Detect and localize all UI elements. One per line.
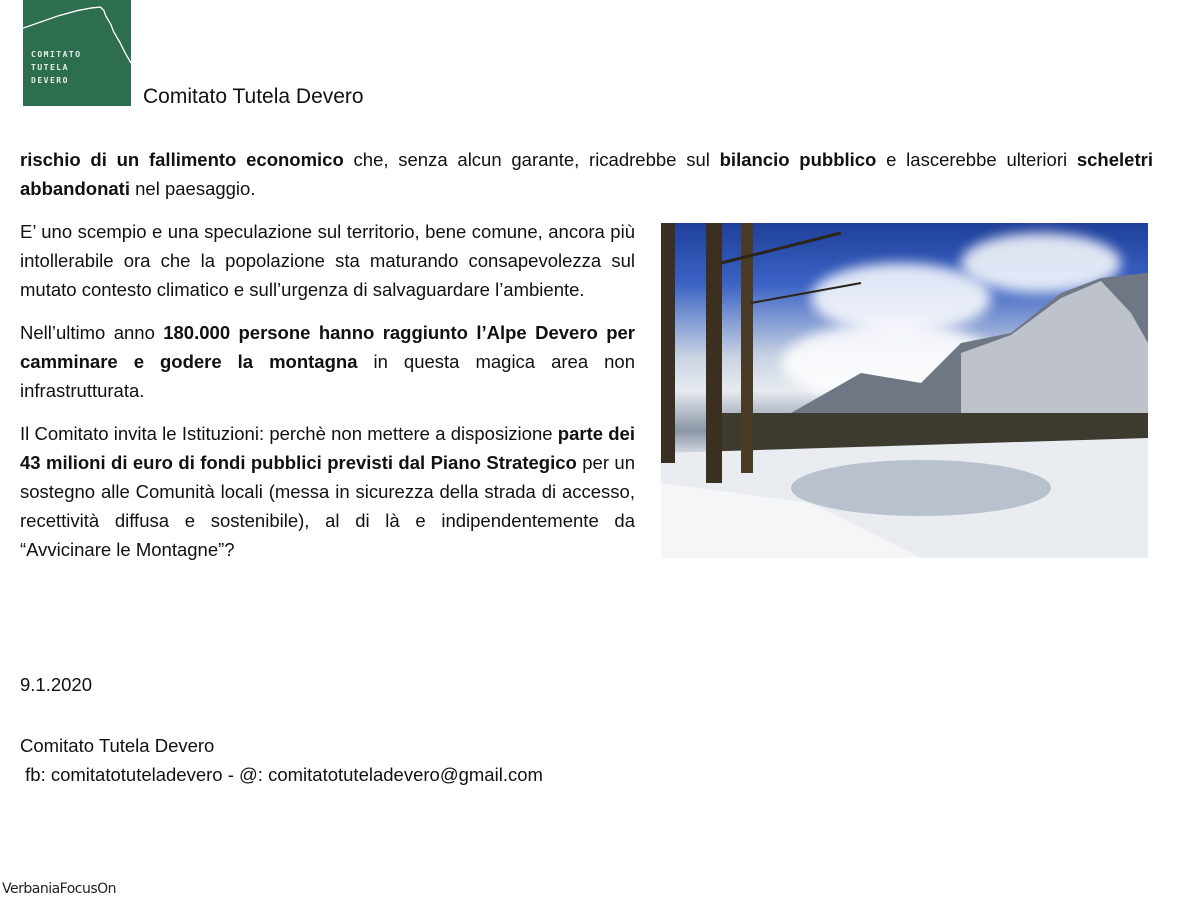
bold-text: bilancio pubblico (719, 149, 877, 170)
watermark: VerbaniaFocusOn (2, 881, 117, 897)
text: che, senza alcun garante, ricadrebbe sul (343, 149, 720, 170)
text: e lascerebbe ulteriori (876, 149, 1077, 170)
text: in questa magica area non infrastrutturata. (20, 351, 635, 401)
date: 9.1.2020 (20, 674, 93, 695)
text: per un sostegno alle Comunità locali (messa in sicurezza della strada di accesso, recettività diffusa e sostenibile), al di là e indipendentemente da “Avvicinare le Montagne”? (20, 452, 635, 560)
text: Il Comitato invita le Istituzioni: perchè non mettere a disposizione (20, 423, 558, 444)
logo-line: TUTELA (31, 63, 69, 72)
signature-contact: fb: comitatotuteladevero - @: comitatotuteladevero@gmail.com (20, 764, 543, 785)
text: E’ uno scempio e una speculazione sul territorio, bene comune, ancora più intollerabile ora che la popolazione sta maturando consapevolezza sul mutato contesto climatico e sull’urgenza di salvaguardare l’ambiente. (20, 221, 635, 300)
paragraph (20, 145, 1153, 203)
bold-text: 180.000 persone hanno raggiunto l’Alpe Devero per camminare e godere la montagna (20, 322, 635, 372)
logo-line: DEVERO (31, 76, 69, 85)
signature-name: Comitato Tutela Devero (20, 735, 215, 756)
document-body (20, 145, 1153, 578)
logo-line: COMITATO (31, 50, 82, 59)
bold-text: parte dei 43 milioni di euro di fondi pubblici previsti dal Piano Strategico (20, 423, 635, 473)
winter-landscape-photo (661, 223, 1148, 558)
org-name: Comitato Tutela Devero (143, 85, 364, 108)
signature (20, 731, 543, 789)
logo (23, 0, 131, 106)
text: Nell’ultimo anno (20, 322, 164, 343)
scene-drawing (661, 223, 1148, 558)
bold-text: scheletri abbandonati (20, 149, 1153, 199)
logo-text (31, 48, 82, 87)
bold-text: rischio di un fallimento economico (20, 149, 344, 170)
text: nel paesaggio. (129, 178, 256, 199)
